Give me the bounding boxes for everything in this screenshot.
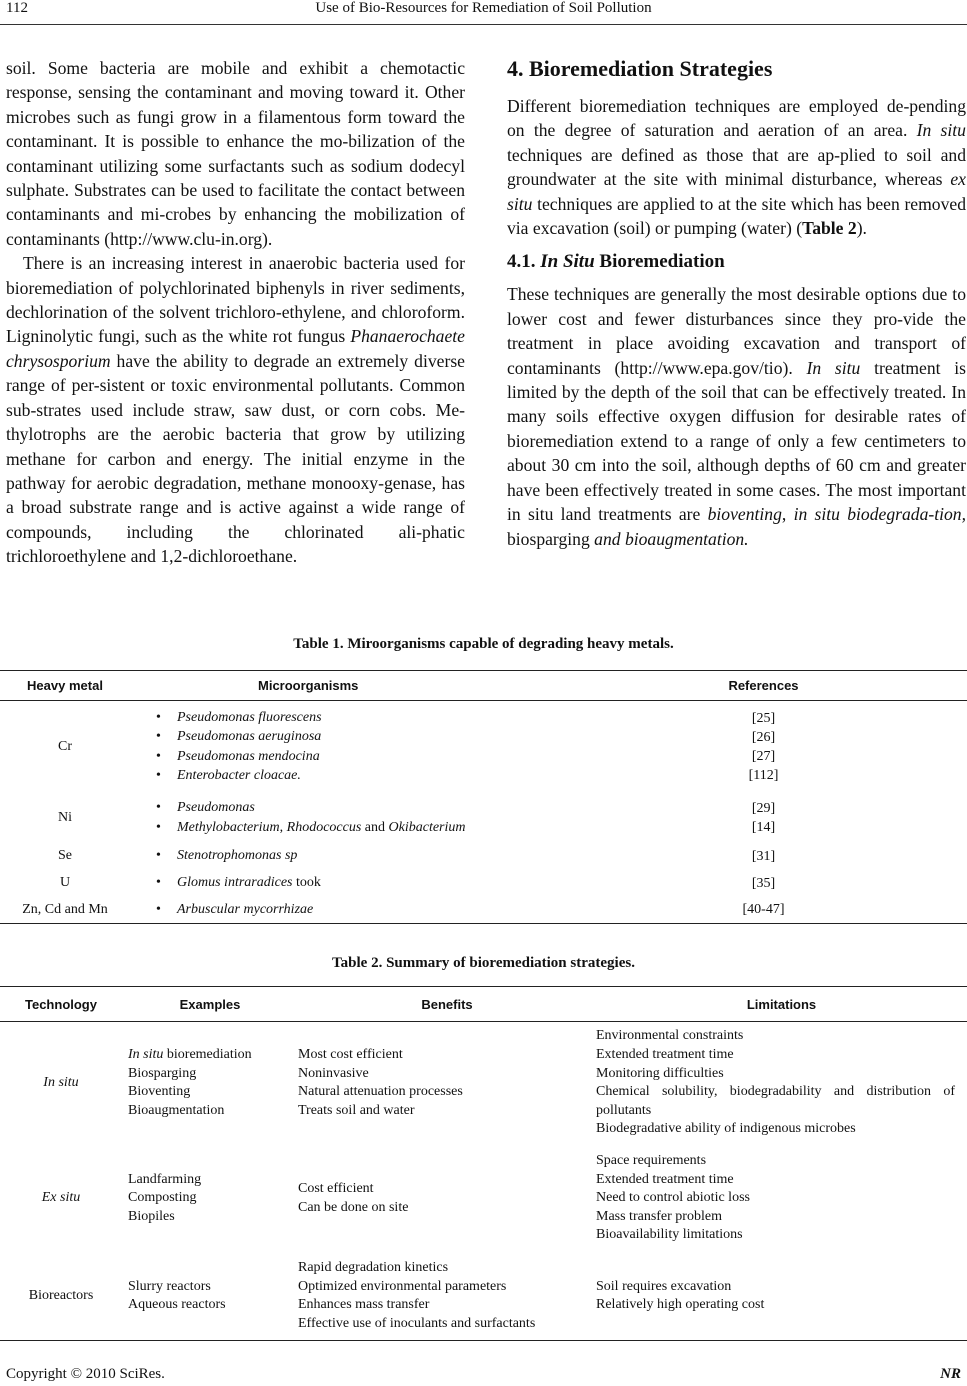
reference: [27]: [751, 748, 776, 764]
example-item: Biosparging: [128, 1065, 197, 1081]
limitation-item: Mass transfer problem: [596, 1208, 722, 1224]
table1-metal-cell: Ni: [58, 809, 72, 825]
technology-cell: In situ: [43, 1074, 79, 1090]
limitation-item: Monitoring difficulties: [596, 1065, 724, 1081]
table2-header-limitations: Limitations: [596, 987, 967, 1022]
table2: [0, 986, 967, 1341]
table1-metal-cell: U: [59, 875, 71, 890]
left-column: [6, 56, 465, 569]
organism-item: • Pseudomonas mendocina: [130, 747, 560, 767]
reference: [112]: [748, 767, 779, 783]
limitation-item: Extended treatment time: [596, 1047, 734, 1063]
table2-header-examples: Examples: [122, 987, 298, 1022]
table1-metal-cell: Cr: [58, 738, 72, 754]
reference: [25]: [751, 710, 776, 726]
organism-item: • Arbuscular mycorrhizae: [130, 900, 560, 920]
reference: [35]: [751, 875, 776, 891]
example-item: Aqueous reactors: [128, 1297, 226, 1313]
table1-metal-cell: Se: [58, 848, 72, 863]
table-row: [0, 870, 967, 897]
technology-cell: Ex situ: [41, 1190, 81, 1206]
table1-header-metal: Heavy metal: [0, 671, 130, 701]
table2-caption: Table 2. Summary of bioremediation strategies.: [332, 955, 635, 971]
benefit-item: Enhances mass transfer: [298, 1297, 430, 1313]
organism-item: • Methylobacterium, Rhodococcus and Okibacterium: [130, 818, 560, 838]
limitation-item: Biodegradative ability of indigenous microbes: [596, 1121, 856, 1137]
right-paragraph-1: Different bioremediation techniques are employed de-pending on the degree of saturation and aeration of an area. In situ techniques are defined as those that are ap-plied to soil and groundwater at the site with minimal disturbance, whereas ex situ techniques are applied to at the site which has been removed via excavation (soil) or pumping (water) (Table 2).: [507, 96, 966, 239]
organism-item: • Pseudomonas: [130, 798, 560, 818]
subsection-title: 4.1. In Situ Bioremediation: [507, 251, 725, 273]
organism-item: • Enterobacter cloacae.: [130, 766, 560, 786]
example-item: Composting: [128, 1190, 197, 1206]
table1-caption: Table 1. Miroorganisms capable of degrading heavy metals.: [293, 636, 674, 652]
organism-item: • Stenotrophomonas sp: [130, 846, 560, 866]
copyright-notice: Copyright © 2010 SciRes.: [6, 1366, 165, 1382]
benefit-item: Treats soil and water: [298, 1102, 415, 1118]
example-item: Bioventing: [128, 1084, 191, 1100]
benefit-item: Cost efficient: [298, 1180, 374, 1196]
benefit-item: Most cost efficient: [298, 1047, 403, 1063]
organism-item: • Glomus intraradices took: [130, 873, 560, 893]
table1-metal-cell: Zn, Cd and Mn: [0, 897, 130, 924]
organism-item: • Pseudomonas aeruginosa: [130, 727, 560, 747]
right-paragraph-2: These techniques are generally the most desirable options due to lower cost and fewer disturbances since they pro-vide the treatment in place avoiding excavation and transport of contaminants (http://www.epa.gov/tio). In situ treatment is limited by the depth of the soil that can be effectively treated. In many soils effective oxygen diffusion for desirable rates of bioremediation extend to a range of only a few centimeters to about 30 cm into the soil, although depths of 60 cm and greater have been effectively treated in some cases. The most important in situ land treatments are bioventing, in situ biodegrada-tion, biosparging and bioaugmentation.: [507, 284, 966, 549]
limitation-item: Space requirements: [596, 1153, 707, 1169]
limitation-item: Chemical solubility, biodegradability and distribution of pollutants: [596, 1084, 955, 1118]
benefit-item: Optimized environmental parameters: [298, 1278, 507, 1294]
example-item: Biopiles: [128, 1208, 175, 1224]
table-row: [0, 701, 967, 793]
limitation-item: Environmental constraints: [596, 1028, 744, 1044]
left-paragraph-1: soil. Some bacteria are mobile and exhibit a chemotactic response, sensing the contaminant and moving toward it. Other microbes such as fungi grow in a filamentous form toward the contaminant. It is possible to enhance the mo-bilization of the contaminant utilizing some surfactants such as sodium dodecyl sulphate. Substrates can be used to facilitate the contact between contaminants and mi-crobes by enhancing the mobilization of contaminants (http://www.clu-in.org).: [6, 58, 465, 249]
reference: [26]: [751, 729, 776, 745]
benefit-item: Noninvasive: [298, 1065, 369, 1081]
technology-cell: Bioreactors: [0, 1253, 122, 1341]
example-item: Landfarming: [128, 1171, 202, 1187]
table-row: [0, 897, 967, 924]
table2-header-technology: Technology: [0, 987, 122, 1022]
right-column: [507, 56, 966, 551]
limitation-item: Bioavailability limitations: [596, 1227, 743, 1243]
table-row: [0, 1253, 967, 1341]
section-title: 4. Bioremediation Strategies: [507, 56, 773, 81]
benefit-item: Rapid degradation kinetics: [298, 1260, 449, 1276]
limitation-item: Soil requires excavation: [596, 1278, 732, 1294]
benefit-item: Natural attenuation processes: [298, 1084, 463, 1100]
table-row: [0, 1022, 967, 1145]
left-paragraph-2: There is an increasing interest in anaerobic bacteria used for bioremediation of polychlorinated biphenyls in river sediments, dechlorination of the solvent trichloro-ethylene, and chloroform. Ligninolytic fungi, such as the white rot fungus Phanaerochaete chrysosporium have the ability to degrade an extremely diverse range of per-sistent or toxic environmental pollutants. Common sub-strates used include straw, saw dust, or corn cobs. Me-thylotrophs are the aerobic bacteria that grow by utilizing methane for carbon and energy. The initial enzyme in the pathway for aerobic degradation, methane monooxy-genase, has a broad substrate range and is active against a wide range of compounds, including the chlorinated ali-phatic trichloroethylene and 1,2-dichloroethane.: [6, 253, 465, 567]
limitation-item: Need to control abiotic loss: [596, 1190, 750, 1206]
table2-header-row: [0, 987, 967, 1022]
reference: [29]: [751, 800, 776, 816]
reference: [14]: [751, 819, 776, 835]
benefit-item: Effective use of inoculants and surfactants: [298, 1315, 536, 1331]
running-title: Use of Bio-Resources for Remediation of Soil Pollution: [315, 0, 652, 16]
species-name: Phanaerochaete chrysosporium: [6, 326, 465, 371]
example-item: In situ bioremediation: [128, 1047, 252, 1063]
table1-header-row: [0, 671, 967, 701]
table2-header-benefits: Benefits: [298, 987, 596, 1022]
example-item: Slurry reactors: [128, 1278, 211, 1294]
example-item: Bioaugmentation: [128, 1102, 225, 1118]
reference: [31]: [751, 848, 776, 864]
journal-abbreviation: NR: [940, 1366, 961, 1382]
organism-item: • Pseudomonas fluorescens: [130, 708, 560, 728]
benefit-item: Can be done on site: [298, 1199, 409, 1215]
table1-header-organisms: Microorganisms: [130, 671, 560, 701]
table-row: [0, 1145, 967, 1253]
table-reference: Table 2: [802, 218, 857, 239]
header-rule: [0, 24, 967, 25]
table-row: [0, 793, 967, 843]
page-number: 112: [6, 0, 28, 16]
limitation-item: Relatively high operating cost: [596, 1297, 765, 1313]
table-row: [0, 843, 967, 870]
table1: [0, 670, 967, 924]
table1-header-references: References: [560, 671, 967, 701]
reference: [40-47]: [560, 897, 967, 924]
limitation-item: Extended treatment time: [596, 1171, 734, 1187]
